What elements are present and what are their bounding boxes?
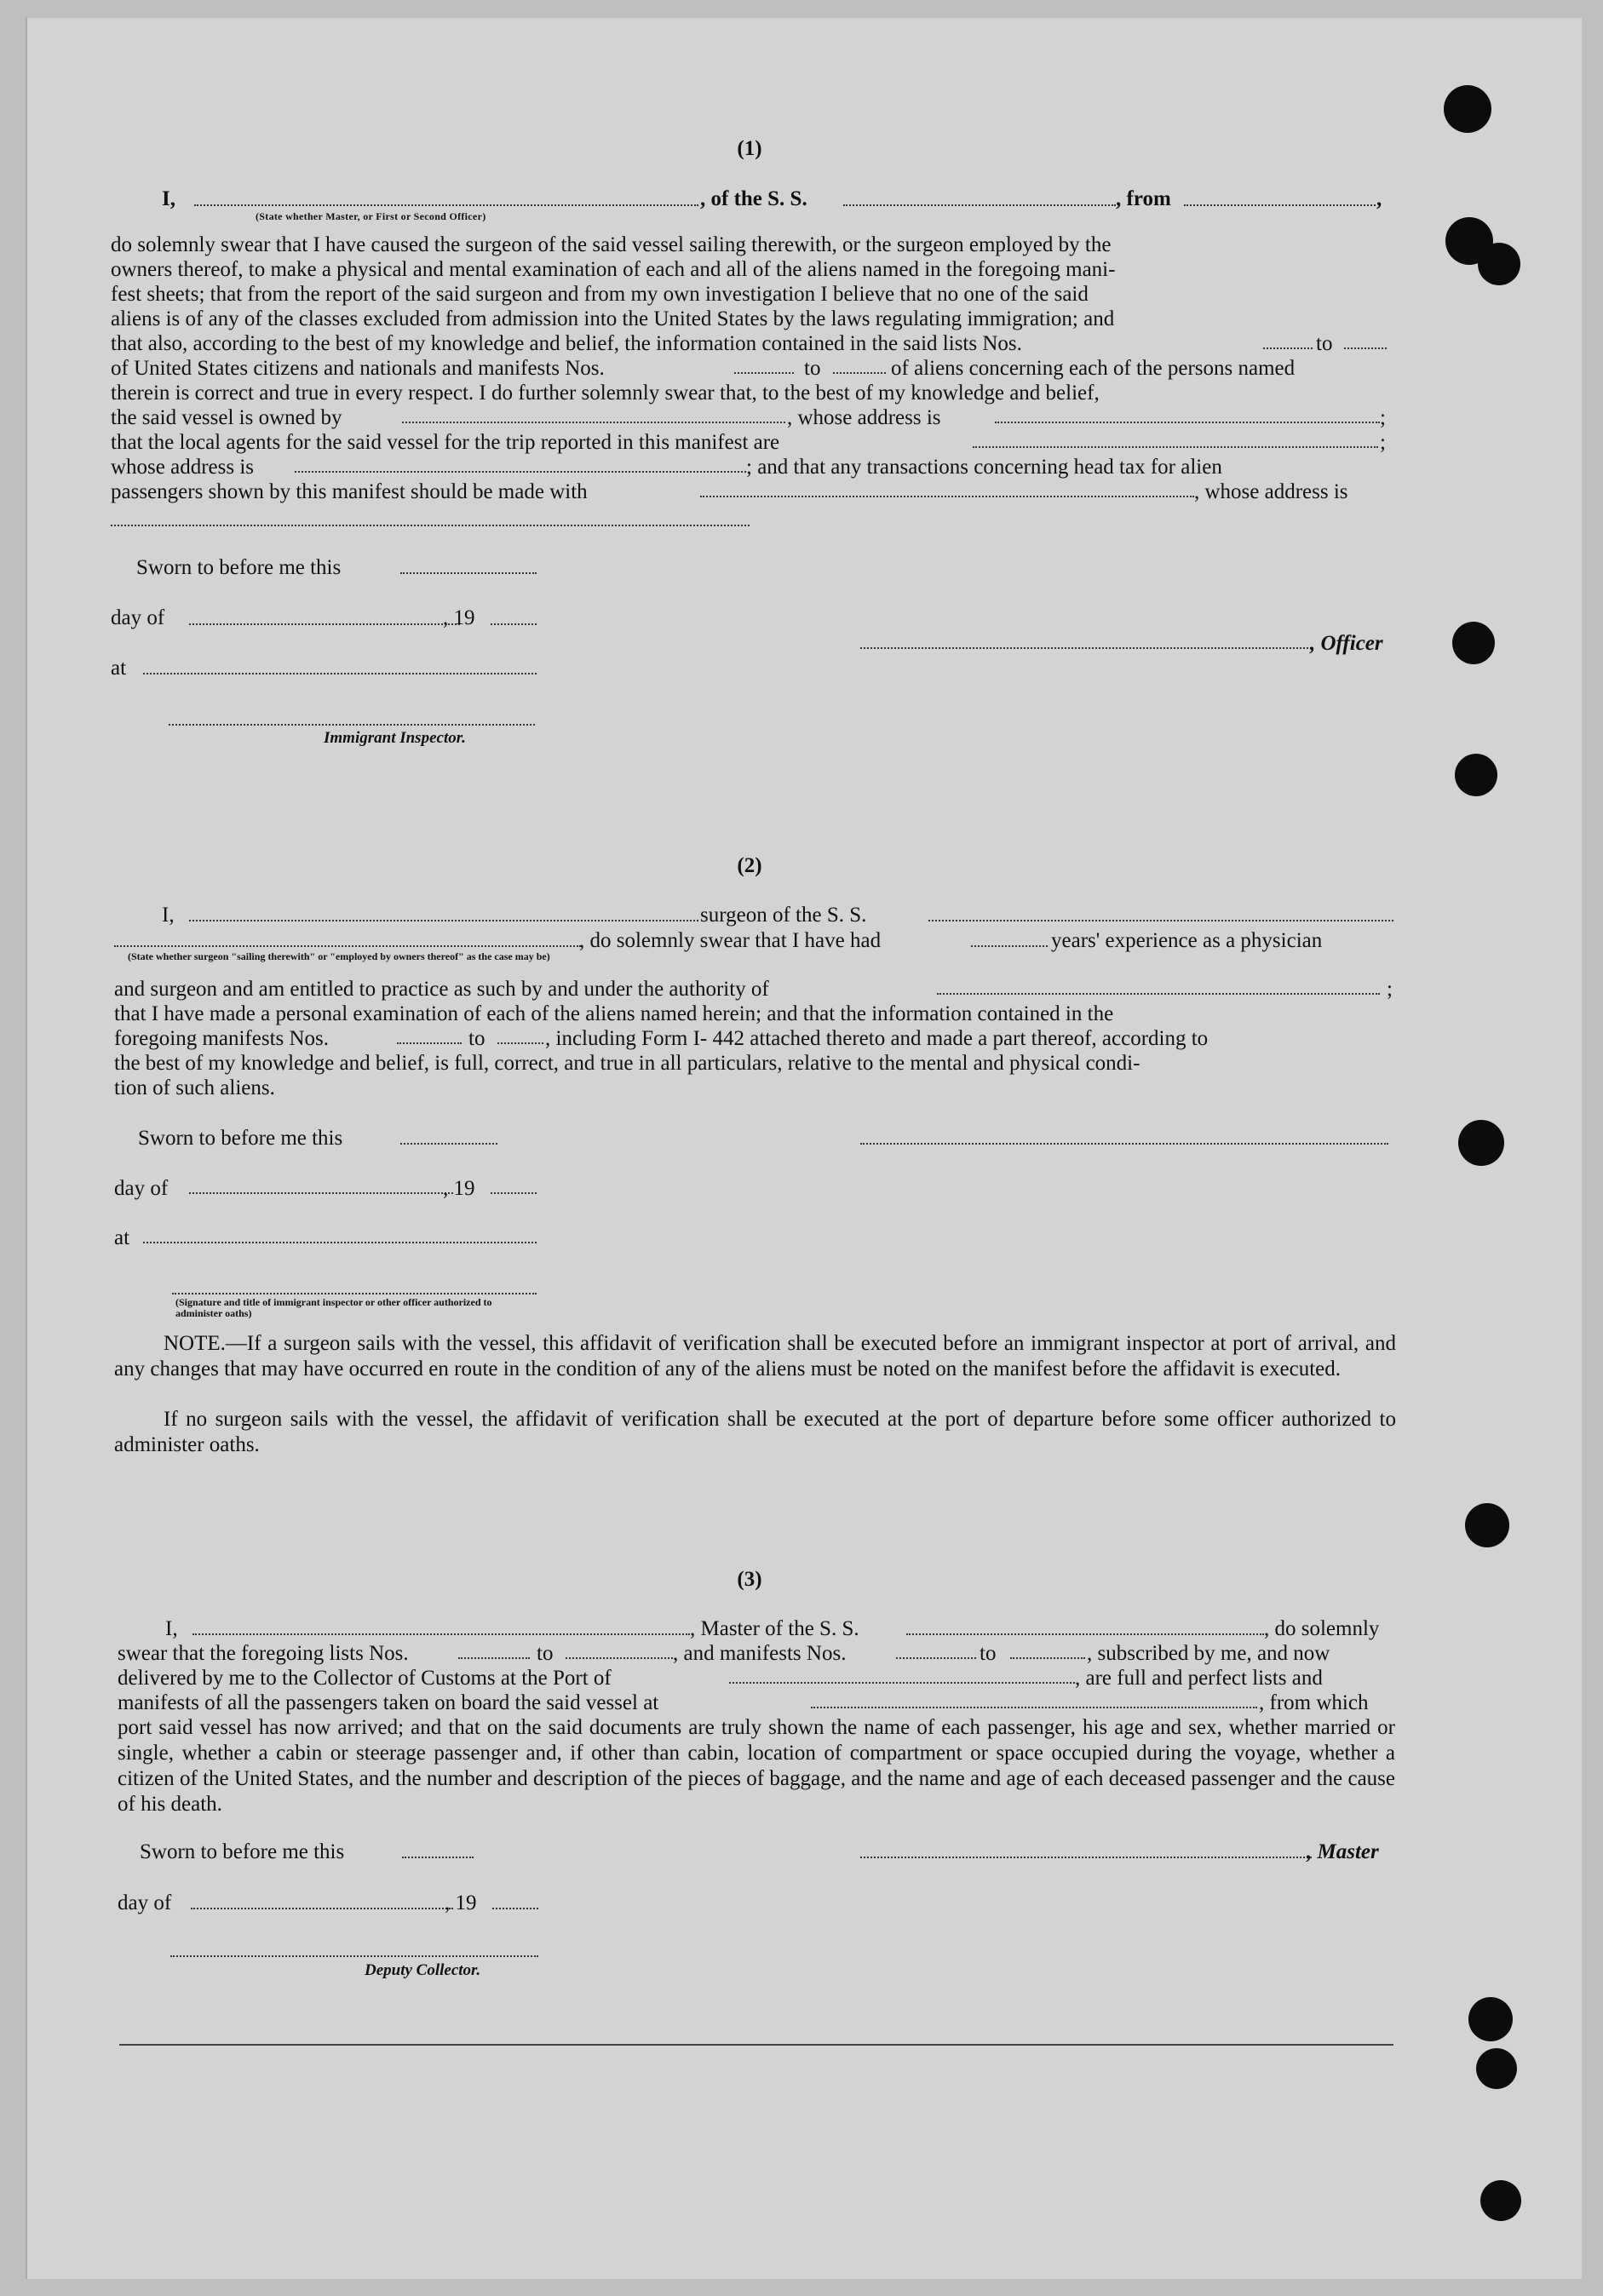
section1-line-9: that the local agents for the said vessel for the trip reported in this manifest are — [111, 431, 780, 454]
surgeon-signature-field[interactable] — [860, 1143, 1388, 1145]
to-label: to — [1316, 332, 1333, 355]
bottom-rule — [119, 2044, 1393, 2046]
year-field-1[interactable] — [491, 623, 537, 625]
inspector-signature-field-2[interactable] — [172, 1293, 537, 1294]
year-label-2: , 19 — [443, 1177, 475, 1200]
head-tax-contact-field[interactable] — [700, 496, 1194, 497]
section2-line-3: foregoing manifests Nos. — [114, 1027, 330, 1050]
punch-hole — [1455, 754, 1497, 796]
to-label: to — [537, 1642, 554, 1665]
punch-hole — [1444, 85, 1491, 133]
section2-line-4: the best of my knowledge and belief, is full, correct, and true in all particulars, relative to the mental and physical condi- — [114, 1052, 1140, 1075]
port-field[interactable] — [729, 1682, 1075, 1684]
master-label: , Master — [1307, 1840, 1379, 1863]
at-label-2: at — [114, 1226, 130, 1249]
sworn-day-field-2[interactable] — [400, 1143, 497, 1145]
owner-field[interactable] — [402, 422, 785, 423]
from-label: , from — [1116, 187, 1171, 210]
sworn-label-1: Sworn to before me this — [136, 556, 342, 579]
deputy-label: Deputy Collector. — [365, 1961, 481, 1979]
s3-lists-to-field[interactable] — [566, 1657, 673, 1659]
year-label-1: , 19 — [443, 606, 475, 629]
s3-lists-from-field[interactable] — [458, 1657, 530, 1659]
year-label-3: , 19 — [445, 1891, 477, 1914]
section3-line-1a: swear that the foregoing lists Nos. — [118, 1642, 409, 1665]
day-of-field-1[interactable] — [189, 623, 460, 625]
head-tax-address-field[interactable] — [111, 525, 750, 526]
punch-hole — [1468, 1997, 1513, 2041]
section2-i-label: I, — [162, 904, 175, 927]
boarding-port-field[interactable] — [811, 1707, 1257, 1708]
surgeon-ship-field[interactable] — [928, 920, 1393, 921]
section2-line-5: tion of such aliens. — [114, 1076, 275, 1099]
signature-caption: (Signature and title of immigrant inspector or other officer authorized to administer oaths) — [175, 1296, 492, 1319]
surgeon-name-field[interactable] — [189, 920, 698, 921]
note-paragraph-2: If no surgeon sails with the vessel, the affidavit of verification shall be executed at the port of departure before some officer authorized to administer oaths. — [114, 1408, 1396, 1456]
lists-to-field[interactable] — [1344, 347, 1387, 349]
punch-hole — [1458, 1120, 1504, 1166]
day-of-label-1: day of — [111, 606, 165, 629]
section1-line-11: passengers shown by this manifest should be made with — [111, 480, 588, 503]
section1-heading: (1) — [737, 137, 762, 160]
semicolon: ; — [1380, 406, 1386, 429]
note-paragraph-1 — [114, 1331, 1396, 1382]
section2-line-2: that I have made a personal examination of each of the aliens named herein; and that the information contained in the — [114, 1002, 1114, 1025]
master-ship-field[interactable] — [906, 1633, 1264, 1635]
s2-manifests-from-field[interactable] — [397, 1042, 462, 1044]
to-label: to — [804, 357, 821, 380]
sworn-day-field-3[interactable] — [402, 1857, 474, 1858]
years-text: years' experience as a physician — [1051, 929, 1323, 952]
section3-line-3a: manifests of all the passengers taken on board the said vessel at — [118, 1691, 659, 1714]
section1-i-label: I, — [162, 187, 175, 210]
day-of-label-2: day of — [114, 1177, 169, 1200]
whose-address-label: , whose address is — [787, 406, 941, 429]
inspector-label: Immigrant Inspector. — [324, 729, 466, 747]
punch-hole — [1476, 2048, 1517, 2089]
from-port-field[interactable] — [1184, 204, 1376, 206]
section2-heading: (2) — [737, 854, 762, 877]
officer-signature-field[interactable] — [860, 647, 1312, 649]
day-of-field-2[interactable] — [189, 1192, 453, 1194]
semicolon: ; — [1387, 978, 1393, 1001]
note-text-1: —If a surgeon sails with the vessel, this affidavit of verification shall be executed before an immigrant inspector at port of arrival, and any changes that may have occurred en route in the condition of any of the aliens must be noted on the manifest before the affidavit is executed. — [114, 1332, 1396, 1380]
head-tax-text: ; and that any transactions concerning head tax for alien — [746, 456, 1222, 479]
surgeon-of-label: surgeon of the S. S. — [700, 904, 867, 927]
manifests-to-field[interactable] — [833, 372, 886, 374]
sworn-day-field-1[interactable] — [400, 572, 537, 574]
manifests-from-field[interactable] — [734, 372, 794, 374]
section1-line-7: therein is correct and true in every respect. I do further solemnly swear that, to the best of my knowledge and belief, — [111, 382, 1100, 405]
section3-heading: (3) — [737, 1568, 762, 1591]
punch-hole — [1480, 2180, 1521, 2221]
section3-line-1b: , and manifests Nos. — [673, 1642, 847, 1665]
punch-hole — [1465, 1503, 1509, 1547]
sworn-label-2: Sworn to before me this — [138, 1127, 343, 1150]
to-label: to — [980, 1642, 997, 1665]
inspector-signature-field[interactable] — [169, 724, 535, 726]
section3-i-label: I, — [165, 1617, 178, 1640]
year-field-2[interactable] — [491, 1192, 537, 1194]
section1-line-5: that also, according to the best of my knowledge and belief, the information contained in the said lists Nos. — [111, 332, 1022, 355]
section1-line-1: do solemnly swear that I have caused the surgeon of the said vessel sailing therewith, or the surgeon employed by the — [111, 233, 1112, 256]
section1-line-3: fest sheets; that from the report of the said surgeon and from my own investigation I believe that no one of the said — [111, 283, 1089, 306]
master-of-label: , Master of the S. S. — [690, 1617, 859, 1640]
master-name-field[interactable] — [192, 1633, 690, 1635]
punch-hole — [1478, 243, 1520, 285]
section1-line-8: the said vessel is owned by — [111, 406, 342, 429]
years-field[interactable] — [971, 945, 1048, 947]
bleed-through-smudge — [596, 537, 1039, 809]
note-label: NOTE. — [164, 1332, 226, 1355]
owner-address-field[interactable] — [995, 422, 1380, 423]
whose-address-label-2: , whose address is — [1194, 480, 1348, 503]
at-field-1[interactable] — [143, 673, 537, 674]
section1-line-10: whose address is — [111, 456, 255, 479]
day-of-field-3[interactable] — [191, 1908, 453, 1909]
deputy-signature-field[interactable] — [170, 1955, 538, 1957]
officer-title-field[interactable] — [194, 204, 698, 206]
aliens-concerning-text: of aliens concerning each of the persons named — [891, 357, 1296, 380]
section1-line-6: of United States citizens and nationals and manifests Nos. — [111, 357, 605, 380]
do-solemnly-label: , do solemnly — [1264, 1617, 1380, 1640]
section3-line-2a: delivered by me to the Collector of Customs at the Port of — [118, 1667, 612, 1690]
master-signature-field[interactable] — [860, 1857, 1312, 1858]
form-reference-text: , including Form I- 442 attached thereto and made a part thereof, according to — [545, 1027, 1209, 1050]
at-field-2[interactable] — [143, 1242, 537, 1243]
of-ss-label: , of the S. S. — [700, 187, 807, 210]
s3-manifests-from-field[interactable] — [896, 1657, 976, 1659]
surgeon-type-field[interactable] — [114, 945, 581, 947]
section3-rest: port said vessel has now arrived; and that on the said documents are truly shown the name of each passenger, his age and sex, whether married or single, whether a cabin or steerage passenger and, if other than cabin, location of compartment or space occupied during the voyage, whether a citizen of the United States, and the number and description of the pieces of baggage, and the name and age of each deceased passenger and the cause of his death. — [118, 1716, 1395, 1816]
sworn-label-3: Sworn to before me this — [140, 1840, 345, 1863]
section1-caption: (State whether Master, or First or Second Officer) — [256, 210, 486, 222]
section3-line-3b: , from which — [1259, 1691, 1369, 1714]
lists-from-field[interactable] — [1263, 347, 1313, 349]
swear-text: , do solemnly swear that I have had — [579, 929, 882, 952]
s2-manifests-to-field[interactable] — [497, 1042, 543, 1044]
s3-manifests-to-field[interactable] — [1010, 1657, 1085, 1659]
section2-line-1: and surgeon and am entitled to practice as such by and under the authority of — [114, 978, 769, 1001]
section1-line-2: owners thereof, to make a physical and mental examination of each and all of the aliens named in the foregoing mani- — [111, 258, 1116, 281]
punch-hole — [1452, 622, 1495, 664]
at-label-1: at — [111, 657, 127, 680]
section2-caption: (State whether surgeon "sailing therewith" or "employed by owners thereof" as the case may be) — [128, 950, 550, 962]
day-of-label-3: day of — [118, 1891, 172, 1914]
ship-name-field[interactable] — [843, 204, 1116, 206]
section3-line-2b: , are full and perfect lists and — [1075, 1667, 1323, 1690]
local-agents-field[interactable] — [973, 446, 1378, 448]
comma: , — [1376, 187, 1382, 210]
year-field-3[interactable] — [492, 1908, 538, 1909]
semicolon: ; — [1380, 431, 1386, 454]
agents-address-field[interactable] — [295, 471, 746, 473]
authority-field[interactable] — [937, 993, 1380, 995]
section1-line-4: aliens is of any of the classes excluded from admission into the United States by the laws regulating immigration; and — [111, 307, 1115, 330]
section3-line-1c: , subscribed by me, and now — [1087, 1642, 1330, 1665]
officer-label: , Officer — [1310, 632, 1383, 655]
to-label: to — [468, 1027, 485, 1050]
